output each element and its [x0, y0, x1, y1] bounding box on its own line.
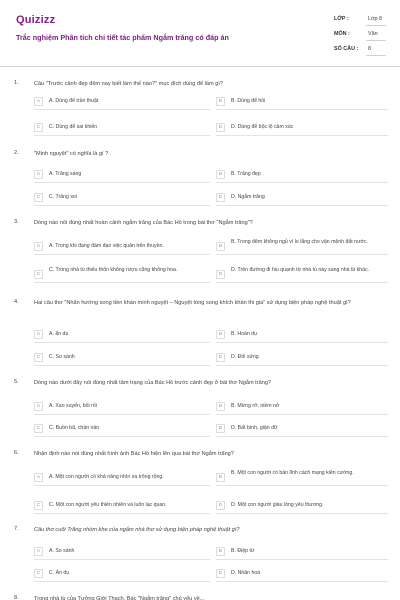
option-underline [34, 414, 210, 415]
question-number: 8. [14, 595, 19, 600]
option-letter-box: B [216, 242, 225, 251]
option-letter-box: A [34, 97, 43, 106]
option-a[interactable] [34, 167, 210, 181]
page-header [0, 0, 400, 66]
option-letter-box: A [34, 402, 43, 411]
option-underline [34, 342, 210, 343]
option-text: C. Buồn bã, chán nản [49, 425, 100, 431]
option-letter-box: C [34, 270, 43, 279]
option-underline [216, 205, 388, 206]
option-text: B. Điệp từ [231, 548, 255, 554]
option-c[interactable] [34, 190, 210, 204]
meta-grade-line [366, 25, 386, 26]
question-text: Dòng nào nói đúng nhất hoàn cảnh ngắm trăng của Bác Hồ trong bài thơ "Ngắm trăng"? [34, 220, 253, 226]
question-text: Trong nhà tù của Tưởng Giới Thạch, Bác "Ngắm trăng" chủ yếu về... [34, 596, 205, 600]
option-text: B. Trong đêm không ngủ vì lo lắng cho vận mệnh đất nước. [231, 239, 368, 245]
option-text: D. Bất bình, giận dữ [231, 425, 278, 431]
question-text: Hai câu thơ "Nhân hướng song tiền khán minh nguyệt – Nguyệt tòng song khích khán thi gia" sử dụng biện pháp nghệ thuật gì? [34, 300, 351, 306]
option-text: B. Hoán dụ [231, 331, 257, 337]
option-letter-box: B [216, 473, 225, 482]
question-number: 7. [14, 526, 19, 532]
option-underline [34, 365, 210, 366]
option-text: C. Trăng soi [49, 194, 77, 200]
option-a[interactable] [34, 94, 210, 108]
option-d[interactable] [216, 350, 388, 364]
option-letter-box: C [34, 193, 43, 202]
option-b[interactable] [216, 239, 388, 253]
option-underline [216, 436, 388, 437]
meta-count-label: SỐ CÂU : [334, 46, 359, 52]
option-b[interactable] [216, 167, 388, 181]
meta-grade-value: Lớp 8 [368, 16, 383, 22]
option-letter-box: C [34, 501, 43, 510]
question-text: Câu "Trước cảnh đẹp đêm nay biết làm thế nào?" mục đích dùng để làm gì? [34, 81, 224, 87]
question-text: Câu thơ cuối Trăng nhòm khe của ngắm nhà thơ sử dụng biện pháp nghệ thuật gì? [34, 527, 240, 533]
meta-grade-label: LỚP : [334, 16, 349, 22]
option-b[interactable] [216, 470, 388, 484]
question-text: Nhận định nào nói đúng nhất hình ảnh Bác Hồ hiện lên qua bài thơ Ngắm trăng? [34, 451, 234, 457]
option-a[interactable] [34, 239, 210, 253]
option-d[interactable] [216, 267, 388, 281]
option-c[interactable] [34, 267, 210, 281]
option-letter-box: A [34, 473, 43, 482]
meta-subject-value: Văn [368, 31, 378, 37]
option-text: C. Trong nhà tù thiếu thốn không rượu cũng không hoa. [49, 267, 178, 273]
option-underline [34, 282, 210, 283]
quizizz-logo: Quizizz [16, 14, 56, 26]
option-letter-box: D [216, 353, 225, 362]
option-d[interactable] [216, 421, 388, 435]
option-d[interactable] [216, 498, 388, 512]
option-d[interactable] [216, 120, 388, 134]
option-letter-box: B [216, 330, 225, 339]
option-underline [216, 109, 388, 110]
option-letter-box: B [216, 170, 225, 179]
option-a[interactable] [34, 470, 210, 484]
meta-grade [334, 14, 386, 26]
option-text: B. Trăng đẹp [231, 171, 261, 177]
option-underline [34, 205, 210, 206]
question-number: 1. [14, 80, 19, 86]
option-underline [216, 135, 388, 136]
option-a[interactable] [34, 327, 210, 341]
option-text: D. Nhân hoá [231, 570, 261, 576]
option-letter-box: C [34, 569, 43, 578]
question-number: 5. [14, 379, 19, 385]
option-text: A. Trăng sáng [49, 171, 82, 177]
meta-count-line [366, 55, 386, 56]
option-text: D. Trên đường đi hiu quạnh từ nhà tù này sang nhà tù khác. [231, 267, 370, 273]
option-underline [34, 513, 210, 514]
option-text: A. Một con người có khả năng nhìn xa trông rộng. [49, 474, 164, 480]
option-letter-box: C [34, 353, 43, 362]
option-underline [34, 559, 210, 560]
option-text: A. Dùng để trần thuật [49, 98, 99, 104]
option-text: B. Một con người có bản lĩnh cách mạng kiên cường. [231, 470, 354, 476]
option-c[interactable] [34, 350, 210, 364]
option-a[interactable] [34, 399, 210, 413]
option-letter-box: D [216, 424, 225, 433]
option-text: D. Ngắm trăng [231, 194, 265, 200]
meta-count-value: 8 [368, 46, 371, 52]
option-letter-box: A [34, 547, 43, 556]
option-text: D. Đối xứng [231, 354, 259, 360]
option-c[interactable] [34, 120, 210, 134]
option-underline [34, 182, 210, 183]
option-text: A. Trong khi đang đàm đạo việc quân trên thuyền. [49, 243, 164, 249]
option-d[interactable] [216, 566, 388, 580]
option-underline [216, 282, 388, 283]
option-letter-box: A [34, 330, 43, 339]
option-underline [216, 513, 388, 514]
question-text: Dòng nào dưới đây nói đúng nhất tâm trạng của Bác Hồ trước cảnh đẹp ở bài thơ Ngắm trăng? [34, 380, 272, 386]
option-letter-box: C [34, 123, 43, 132]
option-text: A. So sánh [49, 548, 75, 554]
question-number: 3. [14, 219, 19, 225]
option-underline [34, 254, 210, 255]
option-text: C. Một con người yêu thiên nhiên và luôn lạc quan. [49, 502, 167, 508]
option-underline [34, 135, 210, 136]
option-b[interactable] [216, 399, 388, 413]
option-c[interactable] [34, 421, 210, 435]
option-letter-box: A [34, 242, 43, 251]
option-b[interactable] [216, 544, 388, 558]
header-divider [0, 66, 400, 67]
option-letter-box: B [216, 97, 225, 106]
option-underline [216, 485, 388, 486]
option-letter-box: B [216, 547, 225, 556]
option-text: A. ẩn dụ [49, 331, 69, 337]
option-underline [216, 559, 388, 560]
option-d[interactable] [216, 190, 388, 204]
option-underline [216, 414, 388, 415]
option-letter-box: C [34, 424, 43, 433]
option-text: C. So sánh [49, 354, 75, 360]
option-underline [34, 485, 210, 486]
option-a[interactable] [34, 544, 210, 558]
option-underline [34, 581, 210, 582]
meta-subject [334, 29, 386, 41]
meta-subject-line [366, 40, 386, 41]
option-letter-box: D [216, 270, 225, 279]
option-letter-box: D [216, 193, 225, 202]
option-letter-box: D [216, 123, 225, 132]
option-text: A. Xao xuyến, bối rối [49, 403, 97, 409]
meta-count [334, 44, 386, 56]
option-letter-box: D [216, 569, 225, 578]
option-underline [34, 436, 210, 437]
option-b[interactable] [216, 327, 388, 341]
option-letter-box: B [216, 402, 225, 411]
option-text: C. Ẩn dụ [49, 570, 70, 576]
option-underline [216, 342, 388, 343]
option-b[interactable] [216, 94, 388, 108]
option-text: C. Dùng để sai khiến [49, 124, 98, 130]
option-c[interactable] [34, 498, 210, 512]
option-text: B. Mừng rỡ, niềm nở [231, 403, 280, 409]
option-text: D. Một con người giàu lòng yêu thương. [231, 502, 324, 508]
question-number: 2. [14, 150, 19, 156]
option-letter-box: A [34, 170, 43, 179]
option-text: D. Dùng để bộc lộ cảm xúc [231, 124, 294, 130]
option-text: B. Dùng để hỏi [231, 98, 266, 104]
option-c[interactable] [34, 566, 210, 580]
document-title: Trắc nghiệm Phân tích chi tiết tác phẩm Ngắm trăng có đáp án [16, 33, 229, 42]
question-number: 6. [14, 450, 19, 456]
question-text: "Minh nguyệt" có nghĩa là gì ? [34, 151, 109, 157]
option-underline [34, 109, 210, 110]
option-letter-box: D [216, 501, 225, 510]
option-underline [216, 581, 388, 582]
meta-subject-label: MÔN : [334, 31, 350, 37]
option-underline [216, 182, 388, 183]
option-underline [216, 254, 388, 255]
question-number: 4. [14, 299, 19, 305]
option-underline [216, 365, 388, 366]
